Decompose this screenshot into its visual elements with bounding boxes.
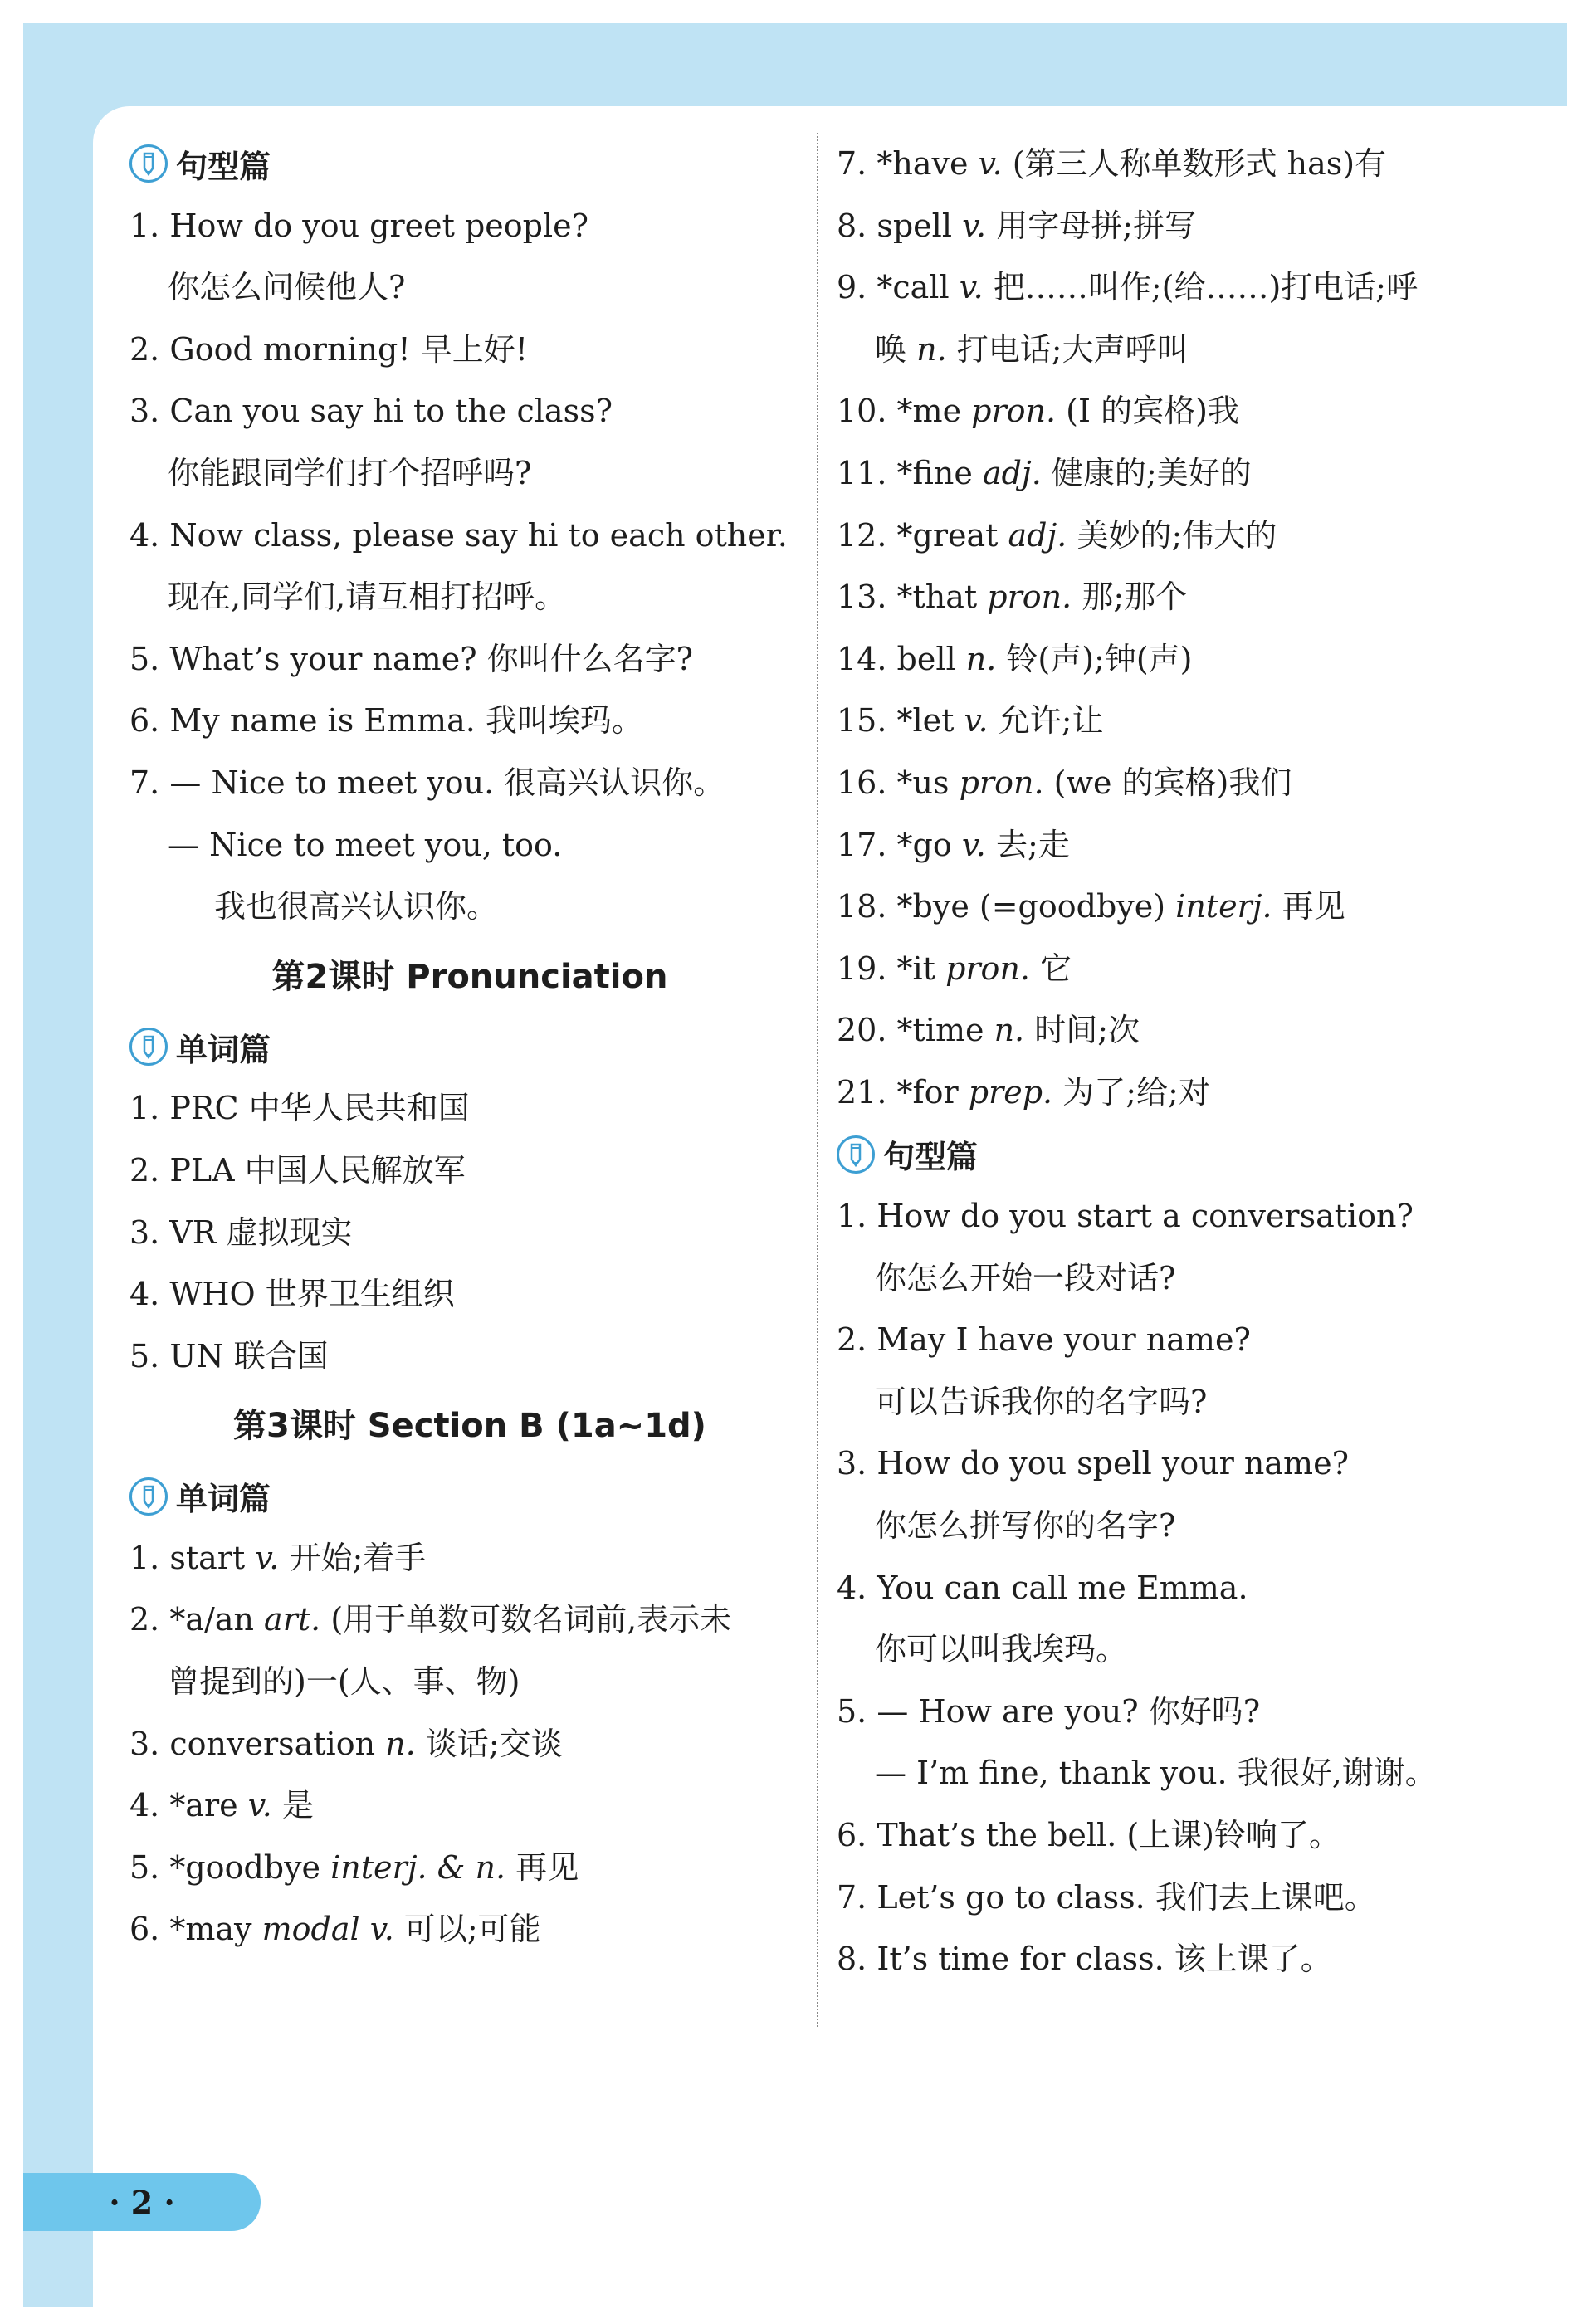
vocab-word: *have: [877, 145, 969, 182]
part-of-speech: n.: [965, 640, 997, 677]
sentence-line: [837, 1185, 1534, 1247]
page-number: · 2 ·: [23, 2173, 261, 2231]
vocab-word: *for: [896, 1073, 959, 1111]
sentence-line: [837, 1928, 1534, 1990]
vocab-word: *fine: [896, 454, 973, 491]
sentence-text: 你怎么开始一段对话?: [875, 1259, 1176, 1296]
item-number: 7.: [129, 764, 160, 801]
vocab-line: [129, 1326, 810, 1388]
sentence-line: [837, 1681, 1534, 1743]
sentence-line: [837, 1867, 1534, 1929]
sentence-text: How do you start a conversation?: [877, 1198, 1414, 1235]
item-number: 12.: [837, 516, 887, 554]
sentence-line: [129, 690, 810, 752]
vocab-line: [837, 876, 1534, 938]
vocab-list: [837, 133, 1534, 1124]
sentence-text: Can you say hi to the class?: [169, 393, 613, 430]
vocab-line: [837, 999, 1534, 1062]
vocab-line: [129, 1202, 810, 1264]
vocab-list: [129, 1527, 810, 1960]
sentence-line: [837, 1371, 1534, 1433]
vocab-word: *a/an: [169, 1601, 254, 1638]
vocab-word: *me: [896, 393, 962, 430]
section-head-sentences: [129, 133, 810, 195]
vocab-word: *are: [169, 1787, 238, 1824]
vocab-text: WHO 世界卫生组织: [169, 1276, 455, 1313]
item-number: 15.: [837, 702, 887, 740]
vocab-word: *time: [896, 1012, 984, 1049]
lesson-title: 第3课时 Section B (1a~1d): [233, 1407, 706, 1446]
vocab-line: [837, 442, 1534, 505]
sentence-line: [129, 505, 810, 567]
vocab-line: [837, 133, 1534, 195]
item-number: 8.: [837, 1941, 867, 1978]
sentence-line: [129, 628, 810, 691]
item-number: 3.: [837, 1445, 867, 1482]
vocab-text: VR 虚拟现实: [169, 1213, 353, 1251]
section-head-vocab: [129, 1465, 810, 1527]
vocab-line: [837, 380, 1534, 442]
vocab-list: [129, 1077, 810, 1387]
pencil-icon: [837, 1135, 875, 1174]
vocab-meaning: 去;走: [995, 826, 1070, 863]
part-of-speech: n.: [385, 1725, 416, 1762]
vocab-meaning: 时间;次: [1034, 1012, 1140, 1049]
left-column: [129, 133, 810, 1960]
sentence-line: [129, 319, 810, 381]
item-number: 1.: [837, 1198, 867, 1235]
part-of-speech: pron.: [959, 764, 1044, 801]
part-of-speech: adj.: [1008, 516, 1067, 554]
item-number: 2.: [129, 1151, 160, 1189]
sentence-text: How do you greet people?: [169, 207, 589, 244]
section-title: 句型篇: [883, 1139, 979, 1176]
sentence-line: [129, 752, 810, 814]
part-of-speech: pron.: [945, 950, 1030, 987]
item-number: 2.: [129, 1601, 160, 1638]
sentence-text: Good morning! 早上好!: [169, 330, 528, 368]
vocab-meaning: 铃(声);钟(声): [1006, 640, 1193, 677]
item-number: 3.: [129, 1213, 160, 1251]
section-title: 单词篇: [176, 1481, 271, 1518]
part-of-speech: adj.: [982, 454, 1042, 491]
item-number: 4.: [129, 1787, 160, 1824]
vocab-line: [837, 1062, 1534, 1124]
vocab-meaning: 把……叫作;(给……)打电话;呼: [993, 269, 1419, 306]
sentence-line: [129, 566, 810, 628]
sentence-text: Let’s go to class. 我们去上课吧。: [877, 1878, 1376, 1916]
vocab-meaning: 健康的;美好的: [1051, 454, 1252, 491]
vocab-word: 唤: [875, 330, 907, 368]
sentence-line: [837, 1742, 1534, 1804]
part-of-speech: v.: [255, 1539, 280, 1576]
item-number: 16.: [837, 764, 887, 801]
sentence-text: You can call me Emma.: [877, 1569, 1248, 1606]
vocab-line: [837, 256, 1534, 319]
part-of-speech: interj. & n.: [330, 1848, 506, 1886]
vocab-meaning: (we 的宾格)我们: [1053, 764, 1292, 801]
vocab-text: UN 联合国: [169, 1337, 329, 1374]
sentence-line: [129, 256, 810, 319]
item-number: 6.: [129, 1911, 160, 1948]
item-number: 6.: [129, 702, 160, 740]
item-number: 11.: [837, 454, 887, 491]
vocab-line: [837, 319, 1534, 381]
part-of-speech: interj.: [1175, 888, 1272, 925]
vocab-word: *bye (=goodbye): [896, 888, 1166, 925]
top-color-band: [23, 23, 1567, 106]
vocab-word: bell: [896, 640, 956, 677]
sentence-line: [837, 1618, 1534, 1681]
vocab-meaning: 那;那个: [1082, 579, 1188, 616]
sentence-list: [129, 195, 810, 938]
vocab-word: *go: [896, 826, 952, 863]
sentence-line: [129, 442, 810, 505]
item-number: 18.: [837, 888, 887, 925]
vocab-word: *call: [877, 269, 950, 306]
vocab-line: [129, 1651, 810, 1713]
item-number: 4.: [129, 1276, 160, 1313]
sentence-text: 你怎么问候他人?: [168, 269, 406, 306]
pencil-icon: [129, 1477, 168, 1516]
item-number: 7.: [837, 1878, 867, 1916]
sentence-text: — I’m fine, thank you. 我很好,谢谢。: [875, 1755, 1437, 1792]
vocab-meaning: 美妙的;伟大的: [1077, 516, 1277, 554]
vocab-word: start: [169, 1539, 246, 1576]
sentence-line: [837, 1557, 1534, 1619]
vocab-line: [837, 628, 1534, 691]
vocab-line: [129, 1898, 810, 1960]
item-number: 5.: [129, 640, 160, 677]
sentence-line: [129, 195, 810, 257]
item-number: 14.: [837, 640, 887, 677]
item-number: 3.: [129, 393, 160, 430]
vocab-line: [129, 1077, 810, 1140]
item-number: 1.: [129, 1090, 160, 1127]
vocab-line: [129, 1140, 810, 1202]
vocab-meaning: 曾提到的)一(人、事、物): [168, 1663, 520, 1701]
item-number: 5.: [129, 1848, 160, 1886]
vocab-meaning: 可以;可能: [403, 1911, 541, 1948]
vocab-meaning: 用字母拼;拼写: [996, 207, 1197, 244]
vocab-word: *may: [169, 1911, 252, 1948]
vocab-word: *great: [896, 516, 999, 554]
sentence-text: 你怎么拼写你的名字?: [875, 1507, 1176, 1545]
vocab-line: [129, 1775, 810, 1837]
vocab-meaning: (用于单数可数名词前,表示未: [330, 1601, 732, 1638]
sentence-line: [837, 1433, 1534, 1495]
sentence-line: [837, 1309, 1534, 1371]
sentence-line: [129, 814, 810, 876]
item-number: 13.: [837, 579, 887, 616]
part-of-speech: modal v.: [261, 1911, 394, 1948]
sentence-line: [129, 380, 810, 442]
vocab-line: [837, 690, 1534, 752]
vocab-meaning: 谈话;交谈: [425, 1725, 563, 1762]
vocab-line: [837, 814, 1534, 876]
part-of-speech: v.: [962, 207, 987, 244]
left-color-band: [23, 23, 93, 2307]
sentence-text: Now class, please say hi to each other.: [169, 516, 788, 554]
sentence-text: 现在,同学们,请互相打招呼。: [168, 579, 567, 616]
part-of-speech: n.: [994, 1012, 1025, 1049]
sentence-text: How do you spell your name?: [877, 1445, 1349, 1482]
vocab-meaning: 是: [281, 1787, 314, 1824]
part-of-speech: v.: [978, 145, 1003, 182]
part-of-speech: v.: [961, 826, 986, 863]
part-of-speech: prep.: [968, 1073, 1053, 1111]
item-number: 17.: [837, 826, 887, 863]
item-number: 20.: [837, 1012, 887, 1049]
item-number: 3.: [129, 1725, 160, 1762]
part-of-speech: v.: [964, 702, 989, 740]
vocab-word: *goodbye: [169, 1848, 321, 1886]
item-number: 21.: [837, 1073, 887, 1111]
sentence-text: — Nice to meet you. 很高兴认识你。: [169, 764, 725, 801]
column-divider: [817, 133, 818, 2027]
item-number: 4.: [129, 516, 160, 554]
item-number: 2.: [837, 1321, 867, 1359]
vocab-text: PRC 中华人民共和国: [169, 1090, 470, 1127]
part-of-speech: v.: [959, 269, 984, 306]
sentence-line: [837, 1804, 1534, 1867]
vocab-meaning: 它: [1040, 950, 1072, 987]
section-title: 句型篇: [176, 148, 271, 185]
sentence-line: [837, 1247, 1534, 1310]
vocab-meaning: 允许;让: [998, 702, 1104, 740]
vocab-meaning: 开始;着手: [289, 1539, 427, 1576]
item-number: 2.: [129, 330, 160, 368]
part-of-speech: pron.: [987, 579, 1072, 616]
vocab-line: [129, 1713, 810, 1775]
vocab-word: conversation: [169, 1725, 376, 1762]
vocab-meaning: (第三人称单数形式 has)有: [1012, 145, 1387, 182]
part-of-speech: art.: [264, 1601, 321, 1638]
vocab-meaning: 打电话;大声呼叫: [956, 330, 1189, 368]
item-number: 1.: [129, 1539, 160, 1576]
vocab-meaning: 再见: [1282, 888, 1345, 925]
item-number: 6.: [837, 1817, 867, 1854]
sentence-text: — Nice to meet you, too.: [168, 826, 563, 863]
sentence-list: [837, 1185, 1534, 1990]
vocab-word: *it: [896, 950, 935, 987]
item-number: 5.: [129, 1337, 160, 1374]
vocab-line: [129, 1589, 810, 1651]
vocab-word: *that: [896, 579, 978, 616]
sentence-text: That’s the bell. (上课)铃响了。: [877, 1817, 1341, 1854]
item-number: 9.: [837, 269, 867, 306]
part-of-speech: pron.: [971, 393, 1057, 430]
vocab-line: [129, 1527, 810, 1589]
part-of-speech: v.: [247, 1787, 272, 1824]
vocab-line: [129, 1263, 810, 1326]
vocab-line: [837, 505, 1534, 567]
vocab-meaning: 再见: [515, 1848, 579, 1886]
item-number: 7.: [837, 145, 867, 182]
sentence-text: 你可以叫我埃玛。: [875, 1631, 1128, 1668]
vocab-word: spell: [877, 207, 952, 244]
vocab-text: PLA 中国人民解放军: [169, 1151, 466, 1189]
vocab-word: *let: [896, 702, 955, 740]
item-number: 19.: [837, 950, 887, 987]
sentence-text: It’s time for class. 该上课了。: [877, 1941, 1332, 1978]
vocab-meaning: (I 的宾格)我: [1066, 393, 1239, 430]
part-of-speech: n.: [916, 330, 947, 368]
item-number: 5.: [837, 1692, 867, 1730]
section-head-vocab: [129, 1016, 810, 1078]
sentence-text: What’s your name? 你叫什么名字?: [169, 640, 694, 677]
vocab-meaning: 为了;给;对: [1062, 1073, 1210, 1111]
item-number: 10.: [837, 393, 887, 430]
vocab-line: [837, 938, 1534, 1000]
vocab-line: [837, 752, 1534, 814]
sentence-text: My name is Emma. 我叫埃玛。: [169, 702, 643, 740]
sentence-text: 可以告诉我你的名字吗?: [875, 1383, 1208, 1420]
sentence-text: 你能跟同学们打个招呼吗?: [168, 454, 532, 491]
pencil-icon: [129, 1028, 168, 1066]
item-number: 8.: [837, 207, 867, 244]
vocab-line: [837, 566, 1534, 628]
section-head-sentences: [837, 1124, 1534, 1186]
section-title: 单词篇: [176, 1031, 271, 1068]
sentence-line: [129, 876, 810, 938]
sentence-text: May I have your name?: [877, 1321, 1251, 1359]
vocab-line: [837, 195, 1534, 257]
vocab-line: [129, 1837, 810, 1899]
sentence-line: [837, 1495, 1534, 1557]
pencil-icon: [129, 144, 168, 183]
sentence-text: 我也很高兴认识你。: [214, 888, 499, 925]
vocab-word: *us: [896, 764, 950, 801]
sentence-text: — How are you? 你好吗?: [877, 1692, 1261, 1730]
item-number: 4.: [837, 1569, 867, 1606]
right-column: [837, 133, 1534, 1990]
item-number: 1.: [129, 207, 160, 244]
lesson-title: 第2课时 Pronunciation: [271, 957, 668, 996]
